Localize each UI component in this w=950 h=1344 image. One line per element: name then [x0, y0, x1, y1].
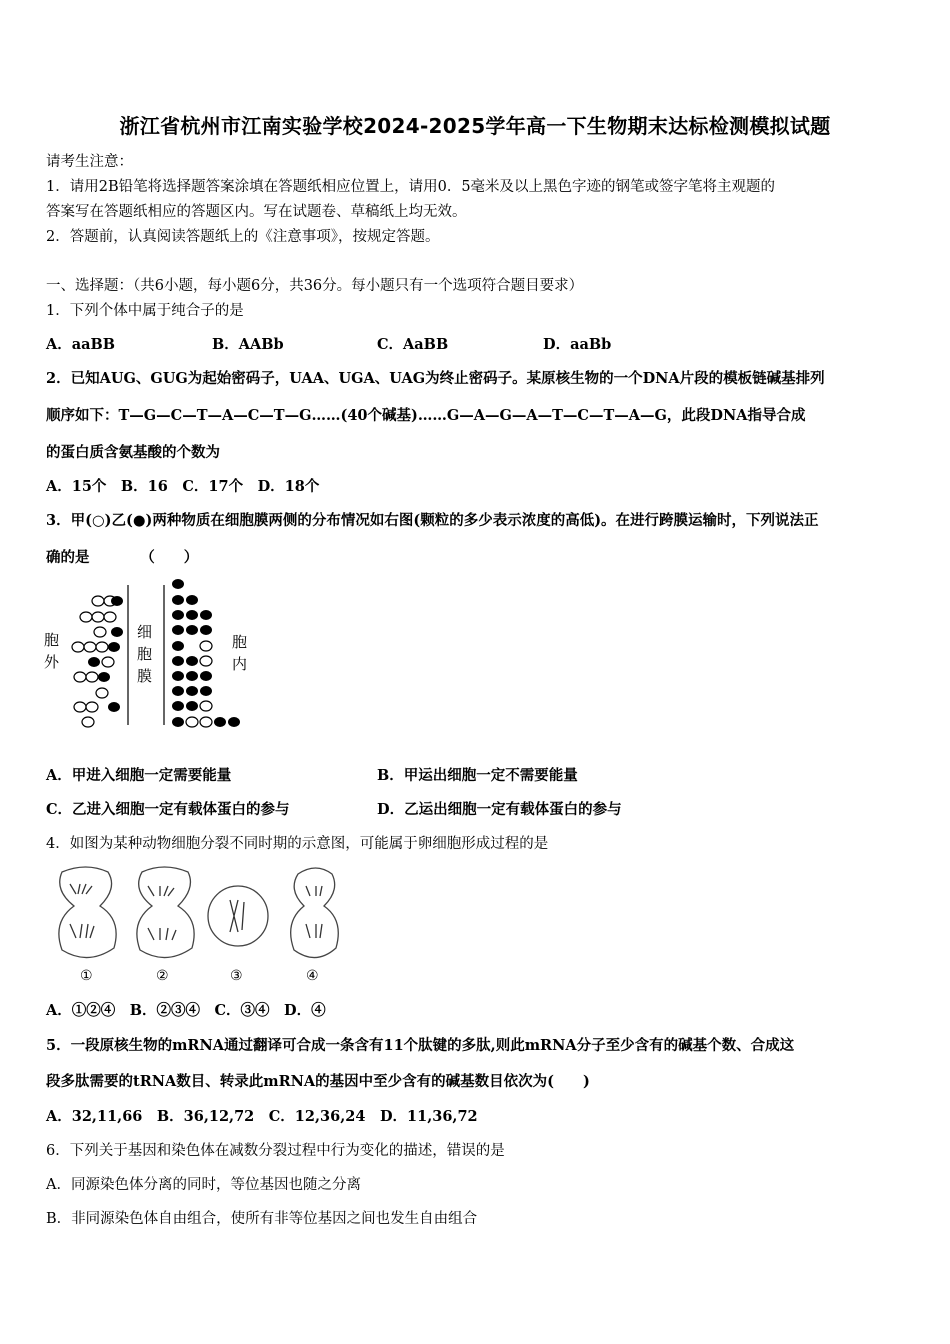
membrane-label-char1: 细 — [137, 623, 153, 641]
outside-label-char2: 外 — [44, 653, 60, 671]
q1-stem: 1．下列个体中属于纯合子的是 — [46, 303, 244, 319]
q4-stem: 4．如图为某种动物细胞分裂不同时期的示意图，可能属于卵细胞形成过程的是 — [46, 836, 549, 852]
notice-item1-line2: 答案写在答题纸相应的答题区内。写在试题卷、草稿纸上均无效。 — [46, 204, 467, 220]
page-title: 浙江省杭州市江南实验学校2024-2025学年高一下生物期末达标检测模拟试题 — [119, 114, 831, 138]
cell-label-4: ④ — [306, 968, 319, 984]
inside-dark-particles — [172, 579, 240, 727]
membrane-diagram — [42, 575, 252, 735]
notice-item1-line1: 1．请用2B铅笔将选择题答案涂填在答题纸相应位置上，请用0．5毫米及以上黑色字迹的钢笔或签字笔将主观题的 — [46, 179, 776, 195]
inside-light-particles — [186, 641, 212, 727]
notice-item2: 2．答题前，认真阅读答题纸上的《注意事项》，按规定答题。 — [46, 229, 440, 245]
section-heading: 一、选择题：（共6小题，每小题6分，共36分。每小题只有一个选项符合题目要求） — [46, 278, 584, 294]
q5-line1: 5．一段原核生物的mRNA通过翻译可合成一条含有11个肽键的多肽,则此mRNA分子至少含有的碱基个数、合成这 — [46, 1037, 795, 1054]
q4-options: A．①②④ B．②③④ C．③④ D．④ — [46, 1002, 326, 1019]
q3-option-d: D．乙运出细胞一定有载体蛋白的参与 — [377, 801, 622, 818]
q5-options: A．32,11,66 B．36,12,72 C．12,36,24 D．11,36,72 — [46, 1108, 478, 1125]
q1-option-a: A．aaBB — [46, 336, 116, 353]
inside-label-char2: 内 — [232, 655, 248, 673]
q3-option-c: C．乙进入细胞一定有载体蛋白的参与 — [46, 801, 290, 818]
q2-line2: 顺序如下：T—G—C—T—A—C—T—G……(40个碱基)……G—A—G—A—T—C—T—A—G，此段DNA指导合成 — [46, 407, 806, 424]
cell-label-2: ② — [156, 968, 169, 984]
q6-option-a: A．同源染色体分离的同时，等位基因也随之分离 — [46, 1177, 361, 1193]
membrane-label-char2: 胞 — [137, 645, 153, 663]
notice-heading: 请考生注意： — [46, 154, 133, 170]
q2-line1: 2．已知AUG、GUG为起始密码子，UAA、UGA、UAG为终止密码子。某原核生物的一个DNA片段的模板链碱基排列 — [46, 370, 825, 387]
cell-label-3: ③ — [230, 968, 243, 984]
q1-option-b: B．AABb — [212, 336, 284, 353]
q3-option-b: B．甲运出细胞一定不需要能量 — [377, 767, 578, 784]
q1-option-c: C．AaBB — [377, 336, 449, 353]
outside-label-char1: 胞 — [44, 631, 60, 649]
cell-1 — [59, 867, 116, 958]
cell-3 — [208, 886, 268, 946]
q1-option-d: D．aaBb — [543, 336, 612, 353]
q2-line3: 的蛋白质含氨基酸的个数为 — [46, 444, 220, 461]
cell-4 — [291, 868, 339, 958]
q3-option-a: A．甲进入细胞一定需要能量 — [46, 767, 232, 784]
inside-label-char1: 胞 — [232, 633, 248, 651]
cell-2 — [137, 867, 194, 958]
q3-line2: 确的是 （ ） — [46, 549, 199, 566]
membrane-label-char3: 膜 — [137, 667, 153, 685]
q3-line1: 3．甲(○)乙(●)两种物质在细胞膜两侧的分布情况如右图(颗粒的多少表示浓度的高低)。在进行跨膜运输时，下列说法正 — [46, 512, 819, 529]
q6-option-b: B．非同源染色体自由组合，使所有非等位基因之间也发生自由组合 — [46, 1211, 478, 1227]
q2-options: A．15个 B．16 C．17个 D．18个 — [46, 478, 320, 495]
cell-label-1: ① — [80, 968, 93, 984]
q5-line2: 段多肽需要的tRNA数目、转录此mRNA的基因中至少含有的碱基数目依次为( ) — [46, 1073, 590, 1090]
q6-stem: 6．下列关于基因和染色体在减数分裂过程中行为变化的描述，错误的是 — [46, 1143, 505, 1159]
cell-division-diagram — [44, 862, 354, 992]
